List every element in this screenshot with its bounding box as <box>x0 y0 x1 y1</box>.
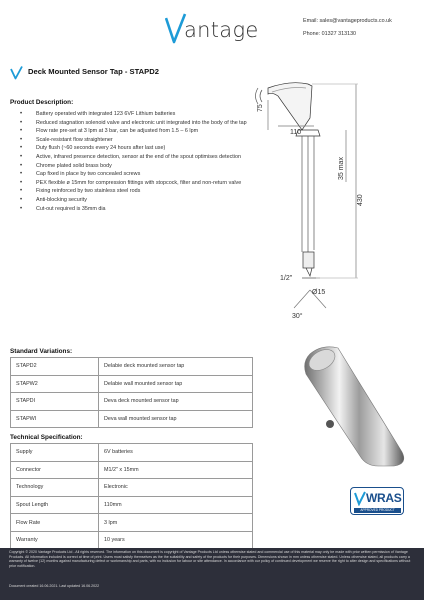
list-item: • Reduced stagnation solenoid valve and electronic unit integrated into the body of the tap <box>18 119 254 128</box>
product-title: Deck Mounted Sensor Tap - STAPD2 <box>28 67 159 76</box>
table-row <box>11 496 253 514</box>
list-item: • Fixing reinforced by two stainless steel rods <box>18 187 254 196</box>
page-header <box>0 0 424 52</box>
sensor-window <box>326 420 334 428</box>
spec-value: 10 years <box>99 531 253 549</box>
variation-code: STAPW2 <box>11 375 99 393</box>
list-item: • Anti-blocking security <box>18 196 254 205</box>
contact-phone[interactable]: Phone: 01327 313130 <box>303 31 357 37</box>
tech-spec-heading: Technical Specification: <box>10 434 83 441</box>
list-item: • Cut-out required is 35mm dia <box>18 205 254 214</box>
spec-key: Supply <box>11 444 99 462</box>
product-title-row <box>10 66 270 80</box>
variation-code: STAPDI <box>11 393 99 411</box>
technical-drawing <box>250 82 422 322</box>
list-item: • Scale-resistant flow straightener <box>18 136 254 145</box>
spec-key: Flow Rate <box>11 514 99 532</box>
variation-code: STAPWI <box>11 410 99 428</box>
dim-label-75: 75 <box>257 104 264 112</box>
wras-swoosh-icon <box>353 490 367 506</box>
table-row <box>11 358 253 376</box>
wras-approved-badge <box>350 487 404 515</box>
dim-label-430: 430 <box>357 194 364 206</box>
variation-code: STAPD2 <box>11 358 99 376</box>
list-item: • Duty flush (~60 seconds every 24 hours after last use) <box>18 144 254 153</box>
sensor-wave-icon <box>256 88 259 104</box>
sensor-wave-icon <box>260 90 262 102</box>
description-list <box>18 110 254 213</box>
table-row <box>11 479 253 497</box>
tap-body-outline <box>268 83 312 130</box>
table-row <box>11 461 253 479</box>
description-heading: Product Description: <box>10 99 74 106</box>
spec-key: Spout Length <box>11 496 99 514</box>
footer-legal-text: Copyright © 2020 Vantage Products Ltd - All rights reserved. The information on this document is copyright of Vantage Products Ltd unless otherwise stated and commercial use of this material may only be made with prior written permission of Vantage Products. All information included is correct at time of print. Users must satisfy themselves as the the suitability and safety of the products for their purposes. Dimensions shown in mm unless otherwise stated. Unless otherwise stated, all products carry a warranty of twelve (12) months against manufacturing defect or workmanship and parts, with no inclusion for labour or site attendance. In accordance with our policy of continued development we reserve the right to alter design and specifications without prior notification. <box>9 550 411 568</box>
dim-line-30deg <box>294 290 310 308</box>
variations-heading: Standard Variations: <box>10 348 73 355</box>
spec-value: 6V batteries <box>99 444 253 462</box>
table-row <box>11 444 253 462</box>
table-row <box>11 393 253 411</box>
contact-email[interactable]: Email: sales@vantageproducts.co.uk <box>303 18 392 24</box>
vantage-v-small-icon <box>10 66 23 80</box>
list-item: • PEX flexible ø 15mm for compression fittings with stopcock, filter and non-return valve <box>18 179 254 188</box>
list-item: • Cap fixed in place by two concealed screws <box>18 170 254 179</box>
spec-key: Connector <box>11 461 99 479</box>
non-return-valve <box>306 268 312 276</box>
page-footer <box>0 548 424 600</box>
spec-key: Technology <box>11 479 99 497</box>
brand-name: antage <box>184 18 259 42</box>
dim-label-d15: Ø15 <box>312 289 326 296</box>
vantage-logo <box>165 12 275 46</box>
wras-word: WRAS <box>366 491 402 505</box>
table-row <box>11 410 253 428</box>
contact-info <box>303 15 392 41</box>
list-item: • Chrome plated solid brass body <box>18 162 254 171</box>
spec-value: 110mm <box>99 496 253 514</box>
list-item: • Battery operated with integrated 123 6VF Lithium batteries <box>18 110 254 119</box>
dim-label-110: 110 <box>290 129 302 136</box>
spec-value: Electronic <box>99 479 253 497</box>
spec-key: Warranty <box>11 531 99 549</box>
table-row <box>11 531 253 549</box>
dim-label-35max: 35 max <box>338 157 345 180</box>
dim-label-30deg: 30° <box>292 313 303 320</box>
spec-value: 3 lpm <box>99 514 253 532</box>
variation-desc: Deva wall mounted sensor tap <box>99 410 253 428</box>
footer-document-date: Document created 16.06.2021. Last updated 16.06.2022 <box>9 584 100 588</box>
wras-subtitle: APPROVED PRODUCT <box>354 508 401 513</box>
dim-label-half-inch: 1/2" <box>280 275 293 282</box>
variation-desc: Deva deck mounted sensor tap <box>99 393 253 411</box>
list-item: • Active, infrared presence detection, sensor at the end of the spout optimises detection <box>18 153 254 162</box>
spec-value: M1/2" x 15mm <box>99 461 253 479</box>
stopcock-body <box>303 252 314 268</box>
variations-table <box>10 357 253 428</box>
tech-spec-table <box>10 443 253 550</box>
table-row <box>11 375 253 393</box>
variation-desc: Delabie deck mounted sensor tap <box>99 358 253 376</box>
product-photo <box>262 340 422 470</box>
list-item: • Flow rate pre-set at 3 lpm at 3 bar, can be adjusted from 1.5 – 6 lpm <box>18 127 254 136</box>
variation-desc: Delabie wall mounted sensor tap <box>99 375 253 393</box>
table-row <box>11 514 253 532</box>
